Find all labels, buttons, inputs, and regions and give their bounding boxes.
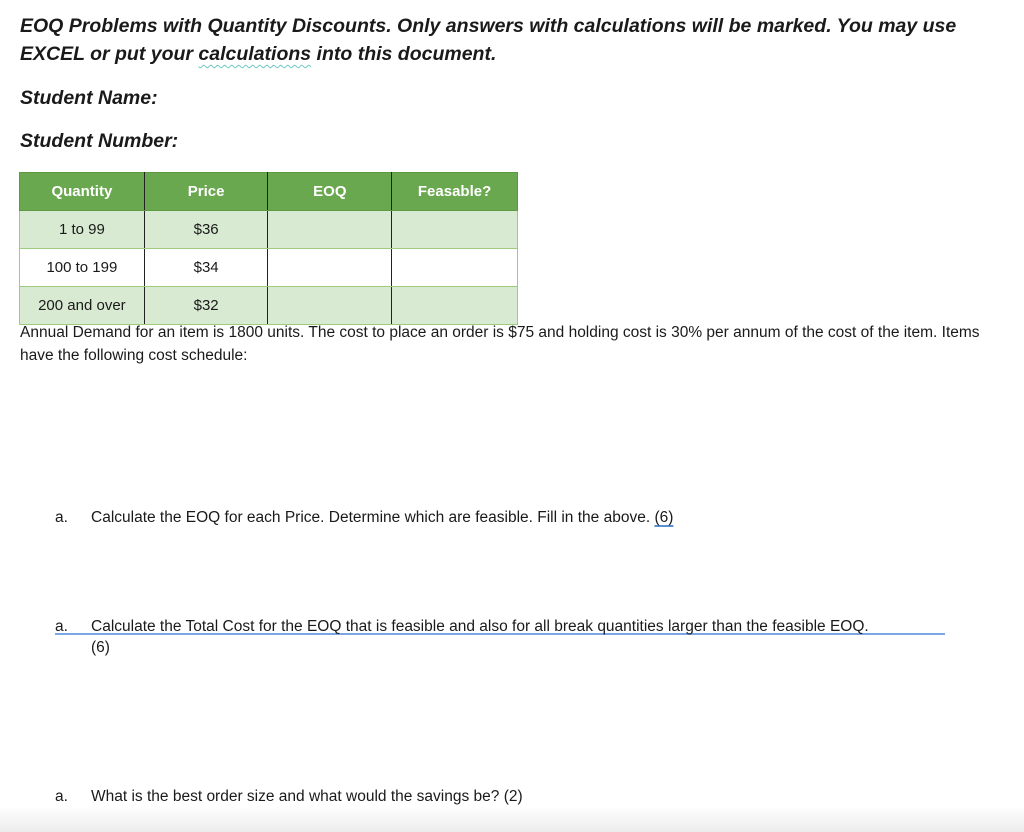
header-price: Price	[144, 173, 268, 211]
table-row	[20, 249, 518, 287]
header-eoq: EOQ	[268, 173, 392, 211]
heading-spellcheck-word: calculations	[198, 43, 312, 65]
cell-quantity: 1 to 99	[20, 211, 145, 249]
table-header-row	[20, 173, 518, 211]
cell-quantity: 100 to 199	[20, 249, 145, 287]
cell-price: $32	[144, 287, 268, 325]
question-1	[55, 507, 955, 528]
student-name-label: Student Name:	[20, 87, 158, 109]
question-2	[55, 616, 955, 658]
problem-description: Annual Demand for an item is 1800 units. The cost to place an order is $75 and holding cost is 30% per annum of the cost of the item. Items have the following cost schedule:	[20, 324, 980, 364]
question-text: Calculate the EOQ for each Price. Determine which are feasible. Fill in the above. (6)	[91, 509, 674, 526]
grammar-flag: (6)	[654, 509, 674, 526]
header-quantity: Quantity	[20, 173, 145, 211]
question-marks: (6)	[91, 639, 110, 656]
header-feasible: Feasable?	[392, 173, 518, 211]
cell-quantity: 200 and over	[20, 287, 145, 325]
cell-feasible[interactable]	[392, 249, 518, 287]
table-row	[20, 287, 518, 325]
question-text: Calculate the Total Cost for the EOQ that is feasible and also for all break quantities larger than the feasible EOQ. (6)	[91, 618, 869, 656]
heading-text-end: into this document.	[311, 43, 497, 65]
list-marker: a.	[55, 509, 68, 526]
page-bottom-edge	[0, 806, 1024, 832]
cell-price: $34	[144, 249, 268, 287]
cell-feasible[interactable]	[392, 287, 518, 325]
student-number-label: Student Number:	[20, 130, 179, 152]
cell-eoq[interactable]	[268, 249, 392, 287]
question-3	[55, 786, 955, 807]
list-marker: a.	[55, 618, 68, 635]
cost-schedule-table	[19, 172, 518, 325]
assignment-heading	[20, 12, 980, 68]
table-row	[20, 211, 518, 249]
question-text: What is the best order size and what would the savings be? (2)	[91, 788, 523, 805]
cell-feasible[interactable]	[392, 211, 518, 249]
heading-text: EOQ Problems with Quantity Discounts. Only answers with calculations will be marked. You may use EXCEL or put your	[20, 15, 957, 65]
cell-eoq[interactable]	[268, 211, 392, 249]
cell-price: $36	[144, 211, 268, 249]
list-marker: a.	[55, 788, 68, 805]
cell-eoq[interactable]	[268, 287, 392, 325]
